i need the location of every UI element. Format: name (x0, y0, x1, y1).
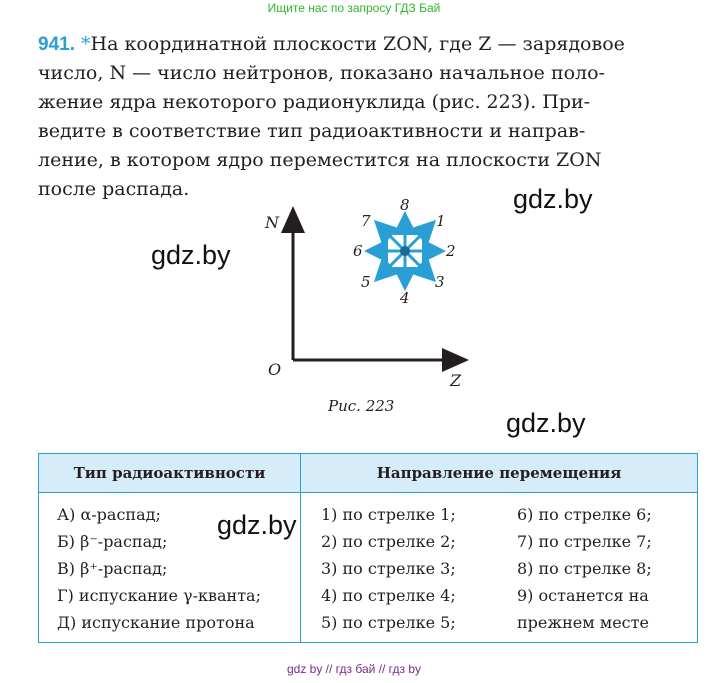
task-line: ведите в соответствие тип радиоактивности и направ- (38, 120, 586, 142)
table-body-row (39, 493, 698, 643)
arrow-label-8: 8 (400, 196, 410, 214)
watermark: gdz.by (151, 240, 231, 270)
arrow-label-1: 1 (436, 212, 446, 230)
list-item: Г) испускание γ-кванта; (57, 586, 261, 605)
list-item: 4) по стрелке 4; (321, 586, 456, 605)
watermark: gdz.by (513, 184, 593, 214)
list-item: 6) по стрелке 6; (517, 505, 652, 524)
list-item: 1) по стрелке 1; (321, 505, 456, 524)
arrow-label-4: 4 (400, 289, 410, 307)
task-line: жение ядра некоторого радионуклида (рис. 223). При- (38, 91, 591, 113)
list-item: Б) β⁻-распад; (57, 532, 168, 551)
list-item: 5) по стрелке 5; (321, 613, 456, 632)
arrow-3 (405, 251, 434, 280)
top-banner: Ищите нас по запросу ГДЗ Бай (267, 1, 441, 15)
arrow-label-5: 5 (361, 273, 371, 291)
axis-n-label: N (265, 213, 279, 232)
axis-z-label: Z (450, 371, 462, 390)
list-item: прежнем месте (517, 613, 649, 632)
origin-label: O (268, 360, 282, 379)
arrow-label-7: 7 (361, 212, 371, 230)
watermark: gdz.by (217, 510, 297, 540)
list-item: 7) по стрелке 7; (517, 532, 652, 551)
coordinate-figure (258, 195, 488, 420)
list-item: Д) испускание протона (57, 613, 255, 632)
watermark: gdz.by (506, 408, 586, 438)
task-line: число, N — число нейтронов, показано начальное поло- (38, 62, 605, 84)
list-item: В) β⁺-распад; (57, 559, 168, 578)
task-star: * (81, 33, 91, 55)
nucleus-dot (400, 246, 410, 256)
task-line: после распада. (38, 178, 190, 200)
figure-caption: Рис. 223 (328, 397, 395, 415)
list-item: 8) по стрелке 8; (517, 559, 652, 578)
table-header-row (39, 454, 698, 493)
arrow-label-6: 6 (353, 242, 363, 260)
arrow-1 (405, 222, 434, 251)
direction-list (301, 493, 698, 643)
task-line: ление, в котором ядро переместится на плоскости ZON (38, 149, 602, 171)
task-line: На координатной плоскости ZON, где Z — зарядовое (90, 33, 625, 55)
list-item: 3) по стрелке 3; (321, 559, 456, 578)
arrow-label-2: 2 (446, 242, 456, 260)
arrow-label-3: 3 (435, 273, 445, 291)
list-item: А) α-распад; (57, 505, 161, 524)
header-radioactivity-type: Тип радиоактивности (39, 454, 301, 493)
header-direction: Направление перемещения (301, 454, 698, 493)
matching-table (38, 453, 698, 643)
task-text (38, 30, 703, 204)
list-item: 9) останется на (517, 586, 649, 605)
task-number: 941. (38, 34, 75, 55)
arrow-7 (376, 222, 405, 251)
list-item: 2) по стрелке 2; (321, 532, 456, 551)
footer-watermark: gdz by // гдз бай // гдз by (286, 662, 422, 676)
arrow-5 (376, 251, 405, 280)
